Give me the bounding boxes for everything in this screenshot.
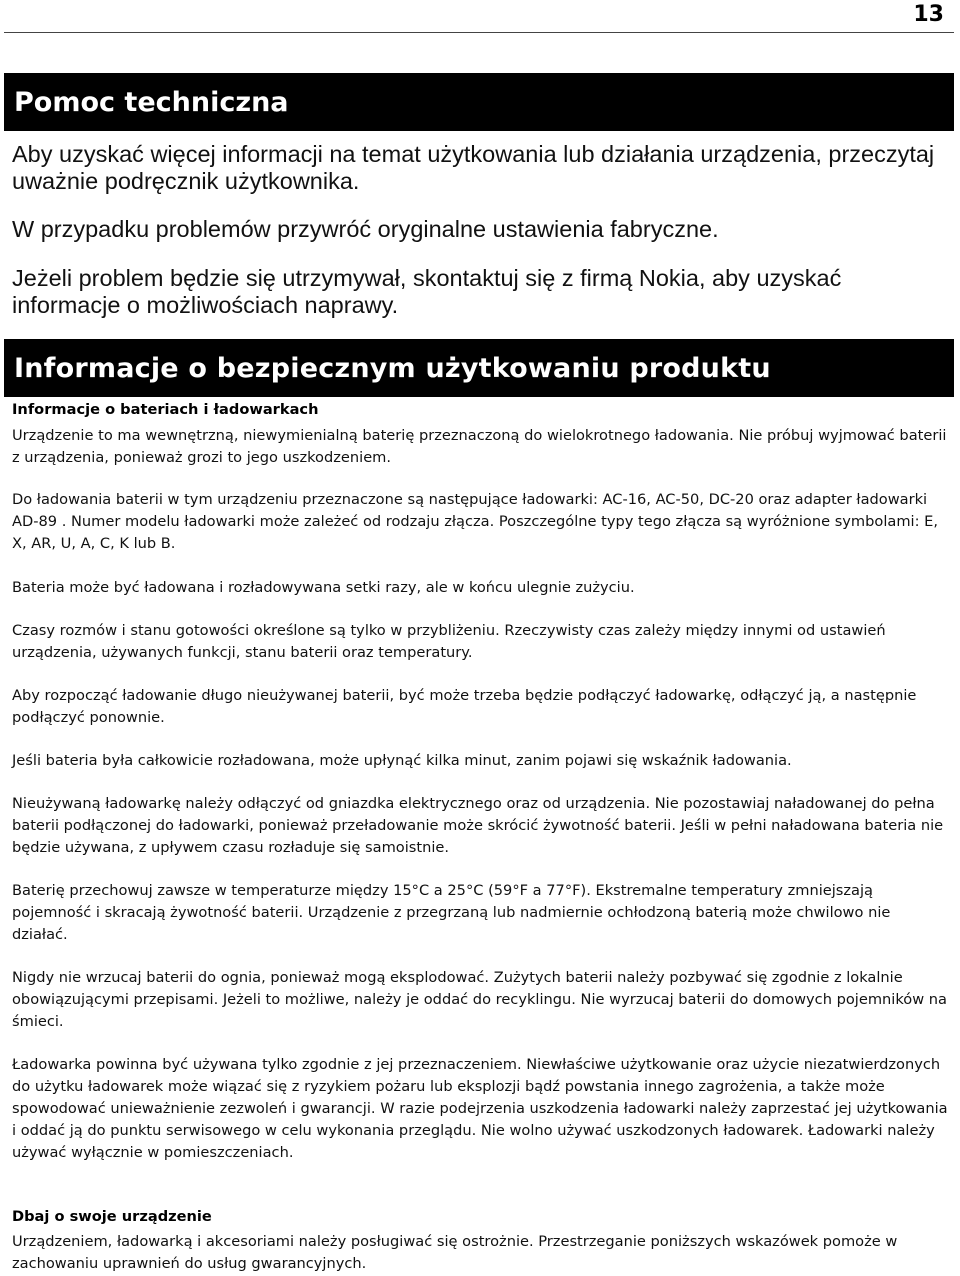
battery-paragraph: Ładowarka powinna być używana tylko zgodnie z jej przeznaczeniem. Niewłaściwe użytkowanie oraz użycie niezatwierdzonych do użytku ładowarek może wiązać się z ryzykiem pożaru lub eksplozji bądź powstania innego zagrożenia, a także może spowodować unieważnienie zezwoleń i gwarancji. W razie podejrzenia uszkodzenia ładowarki należy zaprzestać jej użytkowania i oddać ją do punktu serwisowego w celu wykonania przeglądu. Nie wolno używać uszkodzonych ładowarek. Ładowarki należy używać wyłącznie w pomieszczeniach. — [12, 1056, 948, 1161]
help-paragraph: Jeżeli problem będzie się utrzymywał, skontaktuj się z firmą Nokia, aby uzyskać informacje o możliwościach naprawy. — [12, 265, 842, 318]
care-heading: Dbaj o swoje urządzenie — [12, 1208, 212, 1225]
battery-paragraph: Aby rozpocząć ładowanie długo nieużywanej baterii, być może trzeba będzie podłączyć ładowarkę, odłączyć ją, a następnie podłączyć ponownie. — [12, 687, 917, 726]
page-number: 13 — [913, 2, 944, 27]
help-paragraph: Aby uzyskać więcej informacji na temat użytkowania lub działania urządzenia, przeczytaj uważnie podręcznik użytkownika. — [12, 141, 935, 194]
battery-paragraph: Baterię przechowuj zawsze w temperaturze między 15°C a 25°C (59°F a 77°F). Ekstremalne temperatury zmniejszają pojemność i skracają żywotność baterii. Urządzenie z przegrzaną lub nadmiernie ochłodzoną baterią może chwilowo nie działać. — [12, 882, 891, 943]
help-paragraph: W przypadku problemów przywróć oryginalne ustawienia fabryczne. — [12, 216, 719, 242]
battery-paragraph: Nieużywaną ładowarkę należy odłączyć od gniazdka elektrycznego oraz od urządzenia. Nie pozostawiaj naładowanej do pełna baterii podłączonej do ładowarki, ponieważ przeładowanie może skrócić żywotność baterii. Jeśli w pełni naładowana bateria nie będzie używana, z upływem czasu rozładuje się samoistnie. — [12, 795, 944, 856]
header-rule — [4, 32, 954, 33]
battery-paragraph: Urządzenie to ma wewnętrzną, niewymienialną baterię przeznaczoną do wielokrotnego ładowania. Nie próbuj wyjmować baterii z urządzenia, ponieważ grozi to jego uszkodzeniem. — [12, 427, 947, 466]
section-title-help: Pomoc techniczna — [4, 73, 954, 131]
battery-paragraph: Bateria może być ładowana i rozładowywana setki razy, ale w końcu ulegnie zużyciu. — [12, 579, 635, 596]
battery-paragraph: Czasy rozmów i stanu gotowości określone są tylko w przybliżeniu. Rzeczywisty czas zależy między innymi od ustawień urządzenia, używanych funkcji, stanu baterii oraz temperatury. — [12, 622, 886, 661]
battery-heading: Informacje o bateriach i ładowarkach — [12, 401, 319, 418]
section-title-safety: Informacje o bezpiecznym użytkowaniu produktu — [4, 339, 954, 397]
care-paragraph: Urządzeniem, ładowarką i akcesoriami należy posługiwać się ostrożnie. Przestrzeganie poniższych wskazówek pomoże w zachowaniu uprawnień do usług gwarancyjnych. — [12, 1233, 898, 1272]
battery-paragraph: Do ładowania baterii w tym urządzeniu przeznaczone są następujące ładowarki: AC-16, AC-50, DC-20 oraz adapter ładowarki AD-89 . Numer modelu ładowarki może zależeć od rodzaju złącza. Poszczególne typy tego złącza są wyróżnione symbolami: E, X, AR, U, A, C, K lub B. — [12, 491, 939, 552]
battery-paragraph: Jeśli bateria była całkowicie rozładowana, może upłynąć kilka minut, zanim pojawi się wskaźnik ładowania. — [12, 752, 792, 769]
battery-paragraph: Nigdy nie wrzucaj baterii do ognia, ponieważ mogą eksplodować. Zużytych baterii należy pozbywać się zgodnie z lokalnie obowiązującymi przepisami. Jeżeli to możliwe, należy je oddać do recyklingu. Nie wyrzucaj baterii do domowych pojemników na śmieci. — [12, 969, 947, 1030]
